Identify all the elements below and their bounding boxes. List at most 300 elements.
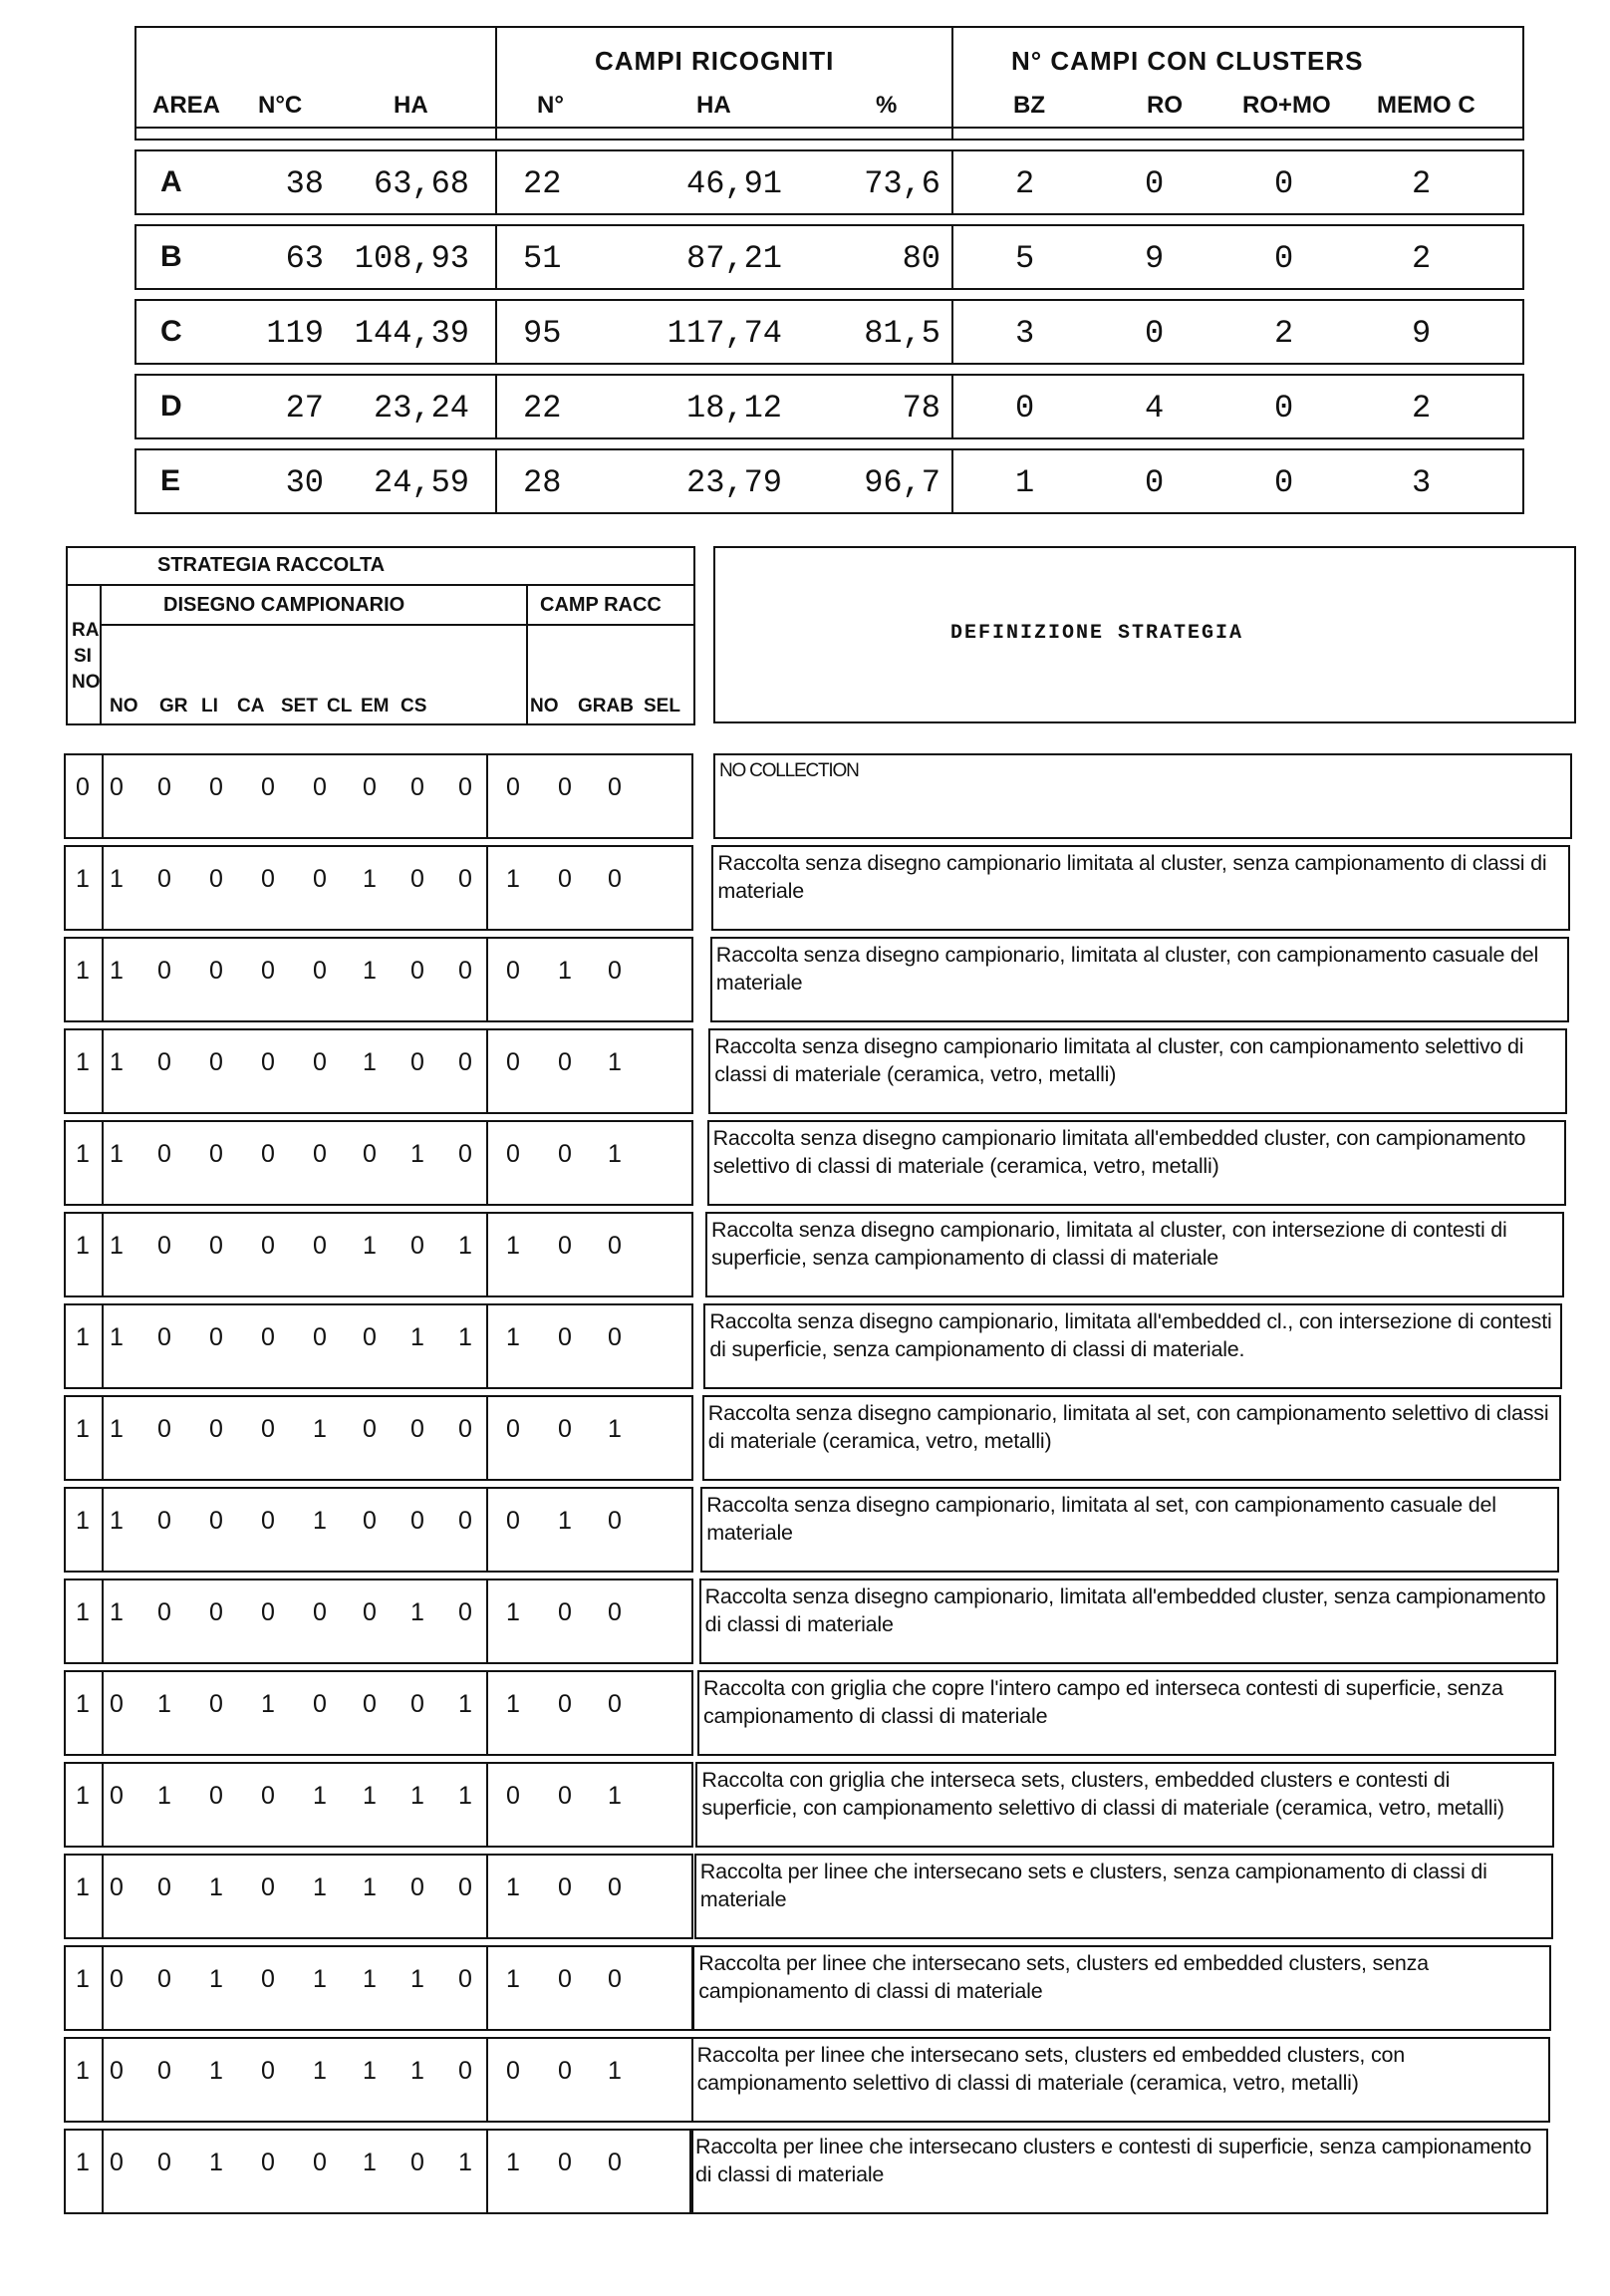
strategy-code-value: 0 [458,1507,472,1535]
strategy-row [0,750,1610,842]
strategy-codes [64,845,693,931]
strategy-definition: Raccolta per linee che intersecano sets e clusters, senza campionamento di classi di materiale [694,1854,1553,1939]
strategy-code-value: 0 [313,957,327,985]
strategy-code-value: 0 [157,1415,171,1443]
disegno-col-label: GR [159,696,188,717]
strategy-code-value: 0 [313,1598,327,1626]
strategy-code-value: 0 [410,2149,424,2176]
strategy-definition: Raccolta senza disegno campionario limitata all'embedded cluster, con campionamento selettivo di classi di materiale (ceramica, vetro, metalli) [707,1120,1566,1206]
disegno-col-label: LI [201,696,218,717]
strategy-code-value: 0 [313,1140,327,1168]
strategy-codes [64,1762,693,1848]
strategy-code-value: 0 [410,773,424,801]
strategy-definition: Raccolta senza disegno campionario, limitata al cluster, con campionamento casuale del materiale [710,937,1569,1022]
strategy-code-value: 0 [313,865,327,893]
strategy-code-value: 0 [209,1232,223,1260]
area-table-header [134,26,1524,141]
strategy-code-value: 0 [363,773,377,801]
strategy-code-value: 1 [410,1140,424,1168]
strategy-definition: Raccolta senza disegno campionario, limitata al cluster, con intersezione di contesti di superficie, senza campionamento di classi di materiale [705,1212,1564,1297]
strategy-camp-value: 1 [506,1598,520,1626]
strategy-code-value: 0 [261,1232,275,1260]
strategy-definition: Raccolta senza disegno campionario, limitata al set, con campionamento selettivo di classi di materiale (ceramica, vetro, metalli) [702,1395,1561,1481]
strategy-code-value: 1 [313,2057,327,2085]
strategy-code-value: 1 [110,957,124,985]
area-row [134,374,1524,439]
strategy-ra-value: 1 [76,1415,90,1443]
strategy-codes [64,937,693,1022]
col-nc: N°C [258,92,303,119]
strategy-code-value: 1 [363,1232,377,1260]
col-ha: HA [394,92,428,119]
strategy-ra-value: 1 [76,1507,90,1535]
strategy-definition: Raccolta senza disegno campionario limitata al cluster, senza campionamento di classi di materiale [711,845,1570,931]
strategy-code-value: 0 [157,2057,171,2085]
strategy-code-value: 1 [458,1323,472,1351]
strategy-camp-value: 0 [558,1598,572,1626]
strategy-codes [64,1854,693,1939]
strategy-code-value: 0 [458,773,472,801]
strategy-code-value: 0 [313,773,327,801]
strategy-codes [64,1120,693,1206]
strategy-code-value: 0 [313,1232,327,1260]
area-cell-area: A [160,165,182,198]
strategy-ra-value: 0 [76,773,90,801]
header-campi-ricogniti: CAMPI RICOGNITI [595,46,835,76]
strategy-code-value: 1 [110,1598,124,1626]
strategy-code-value: 0 [110,1873,124,1901]
camp-col-label: SEL [644,696,680,717]
strategy-code-value: 0 [261,865,275,893]
col-memo: MEMO C [1377,92,1476,119]
area-row [134,299,1524,365]
strategy-camp-value: 0 [558,1782,572,1810]
area-cell-ro: 9 [1145,240,1165,277]
strategy-code-value: 0 [410,957,424,985]
strategy-code-value: 0 [110,1965,124,1993]
area-cell-pct: 78 [902,390,940,427]
strategy-codes [64,753,693,839]
col-romo: RO+MO [1242,92,1331,119]
strategy-code-value: 0 [110,2149,124,2176]
strategy-code-value: 0 [261,2057,275,2085]
strategy-row [0,1117,1610,1209]
strategy-code-value: 1 [313,1873,327,1901]
area-cell-memo: 9 [1412,315,1432,352]
strategy-codes [64,1212,693,1297]
strategy-camp-value: 1 [608,1140,622,1168]
disegno-col-label: NO [110,696,138,717]
strategy-codes [64,1670,693,1756]
area-row [134,149,1524,215]
strategy-code-value: 0 [458,1873,472,1901]
area-cell-n: 51 [523,240,562,277]
strategy-code-value: 1 [410,2057,424,2085]
strategy-definition: Raccolta per linee che intersecano sets, clusters ed embedded clusters, senza campionamento di classi di materiale [692,1945,1551,2031]
strategy-code-value: 1 [363,1048,377,1076]
strategy-camp-value: 0 [506,2057,520,2085]
strategy-code-value: 1 [110,1507,124,1535]
strategy-row [0,1851,1610,1942]
strategy-codes [64,1303,693,1389]
strategy-code-value: 0 [209,865,223,893]
camp-col-label: NO [530,696,559,717]
strategy-code-value: 0 [261,2149,275,2176]
strategy-code-value: 1 [458,1690,472,1718]
area-cell-area: C [160,315,182,348]
strategy-camp-value: 0 [558,1048,572,1076]
strategy-codes [64,1578,693,1664]
strategy-code-value: 0 [458,2057,472,2085]
strategy-code-value: 1 [157,1690,171,1718]
strategy-camp-value: 0 [608,773,622,801]
area-cell-romo: 0 [1274,464,1294,501]
strategy-code-value: 0 [209,1690,223,1718]
strategy-ra-value: 1 [76,2149,90,2176]
col-pct: % [876,92,898,119]
strategy-code-value: 1 [410,1782,424,1810]
strategy-code-value: 0 [313,2149,327,2176]
strategy-code-value: 0 [261,1873,275,1901]
strategy-code-value: 1 [410,1965,424,1993]
strategy-code-value: 0 [313,1690,327,1718]
strategy-code-value: 1 [110,865,124,893]
strategy-camp-value: 1 [506,1232,520,1260]
area-cell-bz: 0 [1015,390,1035,427]
area-cell-ha2: 87,21 [685,240,782,277]
strategy-code-value: 0 [157,1507,171,1535]
strategy-code-value: 0 [363,1690,377,1718]
strategy-code-value: 1 [410,1598,424,1626]
strategy-code-value: 0 [363,1323,377,1351]
strategy-camp-value: 0 [558,1232,572,1260]
disegno-col-label: CL [327,696,353,717]
strategy-codes [64,1487,693,1573]
area-cell-n: 28 [523,464,562,501]
strategy-code-value: 1 [363,957,377,985]
strategy-definition: Raccolta senza disegno campionario, limitata al set, con campionamento casuale del materiale [700,1487,1559,1573]
strategia-raccolta-title: STRATEGIA RACCOLTA [157,554,386,576]
strategy-code-value: 0 [458,1048,472,1076]
strategy-code-value: 1 [363,1782,377,1810]
strategy-code-value: 1 [110,1048,124,1076]
area-cell-n: 95 [523,315,562,352]
strategy-row [0,2126,1610,2217]
area-cell-nc: 27 [285,390,324,427]
area-cell-area: B [160,240,182,273]
strategy-code-value: 0 [157,1048,171,1076]
strategy-code-value: 0 [209,1598,223,1626]
strategy-camp-value: 0 [558,1873,572,1901]
definizione-strategia-header [713,546,1576,723]
strategy-camp-value: 0 [608,2149,622,2176]
strategy-code-value: 1 [363,1873,377,1901]
strategy-code-value: 1 [458,1782,472,1810]
strategy-row [0,1484,1610,1576]
area-cell-bz: 5 [1015,240,1035,277]
strategy-camp-value: 1 [608,1048,622,1076]
strategy-camp-value: 0 [608,1323,622,1351]
strategy-camp-value: 0 [608,1232,622,1260]
strategy-camp-value: 0 [558,1415,572,1443]
area-cell-memo: 2 [1412,390,1432,427]
strategy-code-value: 0 [209,1140,223,1168]
strategy-code-value: 1 [458,1232,472,1260]
strategy-code-value: 1 [209,1873,223,1901]
area-cell-romo: 0 [1274,240,1294,277]
strategy-ra-value: 1 [76,1048,90,1076]
area-cell-pct: 81,5 [864,315,940,352]
strategy-camp-value: 0 [558,1690,572,1718]
strategy-ra-value: 1 [76,1690,90,1718]
strategy-code-value: 0 [157,1232,171,1260]
strategy-ra-value: 1 [76,1782,90,1810]
camp-racc-label: CAMP RACC [540,594,662,616]
strategy-code-value: 0 [410,1873,424,1901]
strategy-code-value: 0 [410,1232,424,1260]
strategy-camp-value: 0 [558,773,572,801]
strategy-definition: NO COLLECTION [713,753,1572,839]
strategy-camp-value: 1 [558,1507,572,1535]
camp-col-label: GRAB [578,696,634,717]
strategy-code-value: 0 [157,1965,171,1993]
no-label: NO [72,672,101,693]
strategy-code-value: 0 [410,865,424,893]
strategy-camp-value: 0 [558,2057,572,2085]
disegno-col-label: EM [361,696,390,717]
strategy-camp-value: 1 [506,1690,520,1718]
strategy-code-value: 0 [261,1415,275,1443]
strategy-code-value: 0 [110,1782,124,1810]
col-area: AREA [152,92,221,119]
strategy-row [0,2034,1610,2126]
strategy-code-value: 0 [261,773,275,801]
area-cell-romo: 0 [1274,165,1294,202]
area-cell-ro: 0 [1145,464,1165,501]
strategy-code-value: 0 [261,1140,275,1168]
strategy-camp-value: 1 [608,1415,622,1443]
strategy-camp-value: 1 [506,2149,520,2176]
strategy-row [0,1942,1610,2034]
area-cell-pct: 73,6 [864,165,940,202]
area-row [134,224,1524,290]
strategy-camp-value: 1 [506,1873,520,1901]
disegno-col-label: SET [281,696,318,717]
strategy-ra-value: 1 [76,1873,90,1901]
strategy-code-value: 0 [363,1415,377,1443]
area-cell-memo: 3 [1412,464,1432,501]
area-cell-nc: 63 [285,240,324,277]
strategy-camp-value: 0 [506,773,520,801]
area-cell-n: 22 [523,165,562,202]
strategy-code-value: 0 [458,1415,472,1443]
strategy-camp-value: 1 [506,1965,520,1993]
strategy-camp-value: 0 [558,1323,572,1351]
strategy-ra-value: 1 [76,1232,90,1260]
strategy-row [0,1300,1610,1392]
strategy-code-value: 1 [110,1323,124,1351]
strategy-definition: Raccolta senza disegno campionario, limitata all'embedded cluster, senza campionamento di classi di materiale [699,1578,1558,1664]
area-cell-pct: 80 [902,240,940,277]
strategy-code-value: 0 [458,957,472,985]
strategy-camp-value: 0 [506,1415,520,1443]
strategy-code-value: 1 [363,2057,377,2085]
strategy-code-value: 0 [313,1323,327,1351]
strategy-code-value: 0 [363,1140,377,1168]
definizione-strategia-label: DEFINIZIONE STRATEGIA [950,622,1244,645]
strategy-code-value: 1 [157,1782,171,1810]
strategy-ra-value: 1 [76,865,90,893]
strategy-code-value: 0 [209,1323,223,1351]
strategy-code-value: 1 [110,1232,124,1260]
strategy-code-value: 1 [363,1965,377,1993]
strategy-code-value: 0 [261,1507,275,1535]
strategy-code-value: 1 [363,865,377,893]
strategy-code-value: 0 [157,1323,171,1351]
strategy-camp-value: 0 [608,957,622,985]
strategy-code-value: 0 [209,957,223,985]
strategy-definition: Raccolta senza disegno campionario limitata al cluster, con campionamento selettivo di classi di materiale (ceramica, vetro, metalli) [708,1028,1567,1114]
strategy-code-value: 0 [209,1782,223,1810]
area-row [134,448,1524,514]
strategy-code-value: 0 [157,773,171,801]
strategy-code-value: 1 [313,1782,327,1810]
strategy-code-value: 0 [363,1507,377,1535]
strategy-code-value: 1 [363,2149,377,2176]
strategy-code-value: 0 [458,1965,472,1993]
area-cell-ha: 24,59 [373,464,469,501]
area-cell-ro: 0 [1145,165,1165,202]
strategy-camp-value: 0 [506,1048,520,1076]
strategy-code-value: 0 [261,1598,275,1626]
strategy-code-value: 0 [458,1140,472,1168]
strategy-code-value: 0 [157,865,171,893]
area-cell-ha2: 117,74 [667,315,782,352]
area-cell-romo: 0 [1274,390,1294,427]
area-cell-ha2: 18,12 [685,390,782,427]
strategy-ra-value: 1 [76,1598,90,1626]
strategy-code-value: 0 [110,773,124,801]
strategy-code-value: 1 [313,1507,327,1535]
col-ha2: HA [696,92,731,119]
strategy-camp-value: 0 [506,1140,520,1168]
strategy-row [0,1667,1610,1759]
strategy-camp-value: 0 [608,865,622,893]
strategy-code-value: 1 [110,1415,124,1443]
col-n: N° [537,92,564,119]
area-cell-romo: 2 [1274,315,1294,352]
strategy-code-value: 0 [410,1507,424,1535]
area-cell-ha2: 23,79 [685,464,782,501]
area-cell-area: D [160,390,182,423]
strategy-definition: Raccolta senza disegno campionario, limitata all'embedded cl., con intersezione di contesti di superficie, senza campionamento di classi di materiale. [703,1303,1562,1389]
area-summary-table [134,26,1524,514]
header-campi-clusters: N° CAMPI CON CLUSTERS [1011,46,1364,76]
area-cell-memo: 2 [1412,240,1432,277]
disegno-col-label: CA [237,696,265,717]
strategy-definition: Raccolta con griglia che copre l'intero campo ed interseca contesti di superficie, senza campionamento di classi di materiale [697,1670,1556,1756]
strategy-code-value: 1 [209,1965,223,1993]
area-cell-ro: 0 [1145,315,1165,352]
strategy-camp-value: 0 [506,957,520,985]
strategy-row [0,1209,1610,1300]
strategy-code-value: 0 [410,1690,424,1718]
strategy-codes [64,2129,693,2214]
strategy-code-value: 1 [313,1415,327,1443]
strategy-row [0,934,1610,1025]
strategy-code-value: 0 [261,1048,275,1076]
strategy-code-value: 0 [209,1415,223,1443]
strategy-code-value: 0 [157,2149,171,2176]
strategy-definition: Raccolta per linee che intersecano clusters e contesti di superficie, senza campionamento di classi di materiale [689,2129,1548,2214]
strategy-code-value: 1 [313,1965,327,1993]
strategy-row [0,1392,1610,1484]
strategy-camp-value: 0 [608,1965,622,1993]
strategy-code-value: 0 [209,773,223,801]
area-cell-bz: 1 [1015,464,1035,501]
strategy-camp-value: 1 [558,957,572,985]
area-cell-nc: 119 [266,315,324,352]
disegno-col-label: CS [401,696,427,717]
disegno-campionario-label: DISEGNO CAMPIONARIO [163,594,405,616]
strategy-code-value: 0 [313,1048,327,1076]
area-cell-ha: 144,39 [354,315,469,352]
strategy-camp-value: 0 [558,865,572,893]
strategy-definition: Raccolta per linee che intersecano sets, clusters ed embedded clusters, con campionamento selettivo di classi di materiale (ceramica, vetro, metalli) [691,2037,1550,2123]
strategy-code-value: 0 [410,1048,424,1076]
si-label: SI [74,646,92,667]
area-cell-ha: 108,93 [354,240,469,277]
strategy-code-value: 0 [261,1323,275,1351]
strategy-row [0,842,1610,934]
strategy-camp-value: 0 [608,1690,622,1718]
strategy-row [0,1025,1610,1117]
strategy-camp-value: 1 [506,1323,520,1351]
strategy-camp-value: 1 [506,865,520,893]
strategy-codes [64,1945,693,2031]
strategy-code-value: 0 [458,1598,472,1626]
strategy-code-value: 0 [261,1965,275,1993]
strategy-ra-value: 1 [76,2057,90,2085]
strategy-code-value: 1 [410,1323,424,1351]
ra-label: RA [72,620,100,641]
strategy-camp-value: 1 [608,1782,622,1810]
strategy-definition: Raccolta con griglia che interseca sets, clusters, embedded clusters e contesti di superficie, con campionamento selettivo di classi di materiale (ceramica, vetro, metalli) [695,1762,1554,1848]
strategy-code-value: 0 [110,2057,124,2085]
strategy-code-value: 0 [110,1690,124,1718]
strategy-code-value: 0 [157,957,171,985]
strategy-code-value: 0 [157,1140,171,1168]
strategy-ra-value: 1 [76,1140,90,1168]
area-cell-nc: 30 [285,464,324,501]
strategy-code-value: 0 [410,1415,424,1443]
strategy-code-value: 0 [209,1507,223,1535]
area-cell-nc: 38 [285,165,324,202]
area-cell-bz: 2 [1015,165,1035,202]
strategy-camp-value: 0 [558,1965,572,1993]
strategy-code-value: 0 [261,957,275,985]
strategy-camp-value: 0 [558,2149,572,2176]
strategy-camp-value: 0 [608,1507,622,1535]
strategy-camp-value: 0 [608,1873,622,1901]
strategy-ra-value: 1 [76,957,90,985]
strategy-codes [64,1028,693,1114]
strategy-code-value: 1 [261,1690,275,1718]
strategy-code-value: 0 [363,1598,377,1626]
strategy-code-value: 0 [261,1782,275,1810]
strategy-code-value: 0 [209,1048,223,1076]
area-cell-ro: 4 [1145,390,1165,427]
